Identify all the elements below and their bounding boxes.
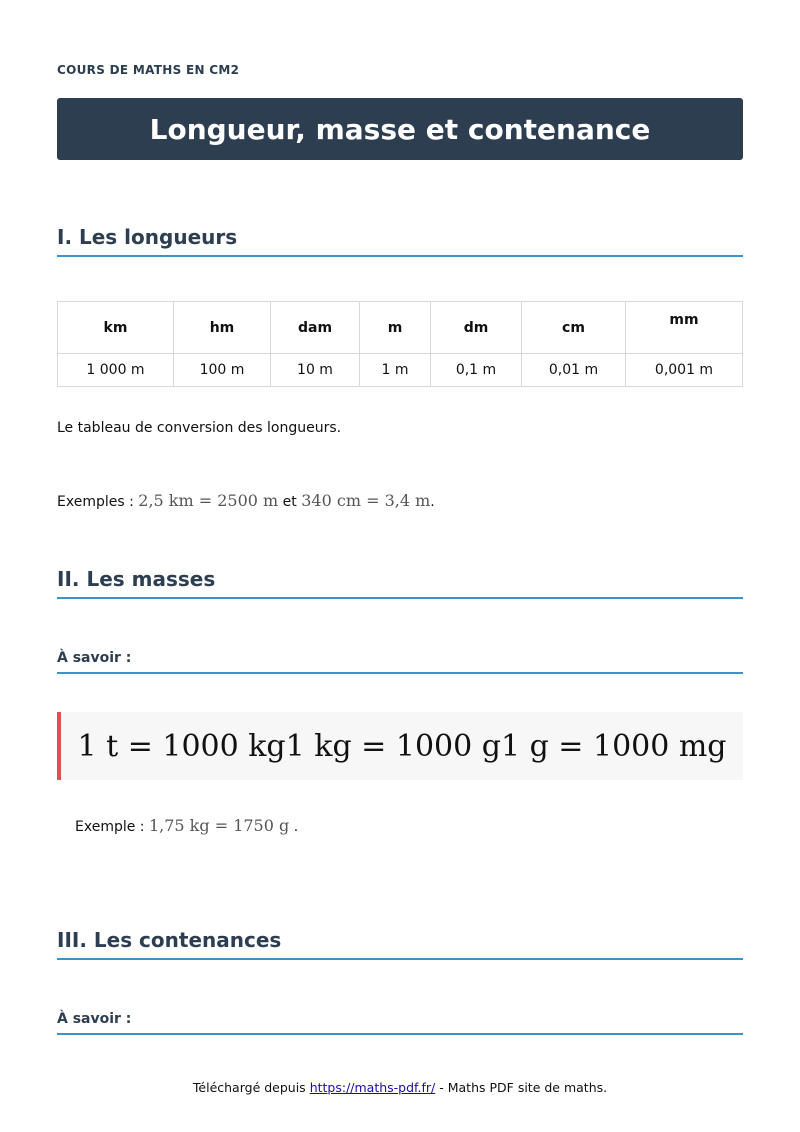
table-header-cell: hm <box>174 302 271 354</box>
footer-suffix: - Maths PDF site de maths. <box>439 1080 608 1095</box>
mass-example <box>75 816 298 835</box>
table-row <box>58 354 743 387</box>
table-header-cell: dam <box>271 302 360 354</box>
table-cell: 100 m <box>174 354 271 387</box>
example-formula: 1,75 kg = 1750 g <box>148 816 290 835</box>
section-heading-longueurs: I. Les longueurs <box>57 225 743 257</box>
subheading-a-savoir: À savoir : <box>57 1011 743 1035</box>
punctuation: . <box>430 494 435 510</box>
footer-link[interactable]: https://maths-pdf.fr/ <box>309 1080 436 1095</box>
page-title: Longueur, masse et contenance <box>149 112 651 146</box>
length-examples <box>57 491 435 510</box>
mass-formula-box <box>57 712 743 780</box>
subheading-a-savoir: À savoir : <box>57 650 743 674</box>
table-cell: 0,1 m <box>431 354 522 387</box>
table-cell: 0,001 m <box>626 354 743 387</box>
example-formula: 2,5 km = 2500 m <box>138 491 279 510</box>
footer <box>0 1080 800 1095</box>
table-header-cell: m <box>360 302 431 354</box>
section-heading-masses: II. Les masses <box>57 567 743 599</box>
table-header-cell: dm <box>431 302 522 354</box>
length-conversion-table <box>57 301 743 387</box>
example-prefix: Exemple : <box>75 819 145 835</box>
section-heading-contenances: III. Les contenances <box>57 928 743 960</box>
course-label: COURS DE MATHS EN CM2 <box>57 63 240 77</box>
footer-prefix: Téléchargé depuis <box>192 1080 306 1095</box>
title-banner <box>57 98 743 160</box>
mass-formula: 1 t = 1000 kg1 kg = 1000 g1 g = 1000 mg <box>77 728 727 764</box>
table-cell: 10 m <box>271 354 360 387</box>
examples-connector: et <box>282 494 297 510</box>
table-header-cell: mm <box>626 302 743 354</box>
table-caption: Le tableau de conversion des longueurs. <box>57 420 342 436</box>
table-header-row <box>58 302 743 354</box>
punctuation: . <box>293 819 299 835</box>
example-formula: 340 cm = 3,4 m <box>301 491 431 510</box>
table-header-cell: km <box>58 302 174 354</box>
table-cell: 0,01 m <box>522 354 626 387</box>
examples-prefix: Exemples : <box>57 494 134 510</box>
table-cell: 1 m <box>360 354 431 387</box>
table-cell: 1 000 m <box>58 354 174 387</box>
table-header-cell: cm <box>522 302 626 354</box>
